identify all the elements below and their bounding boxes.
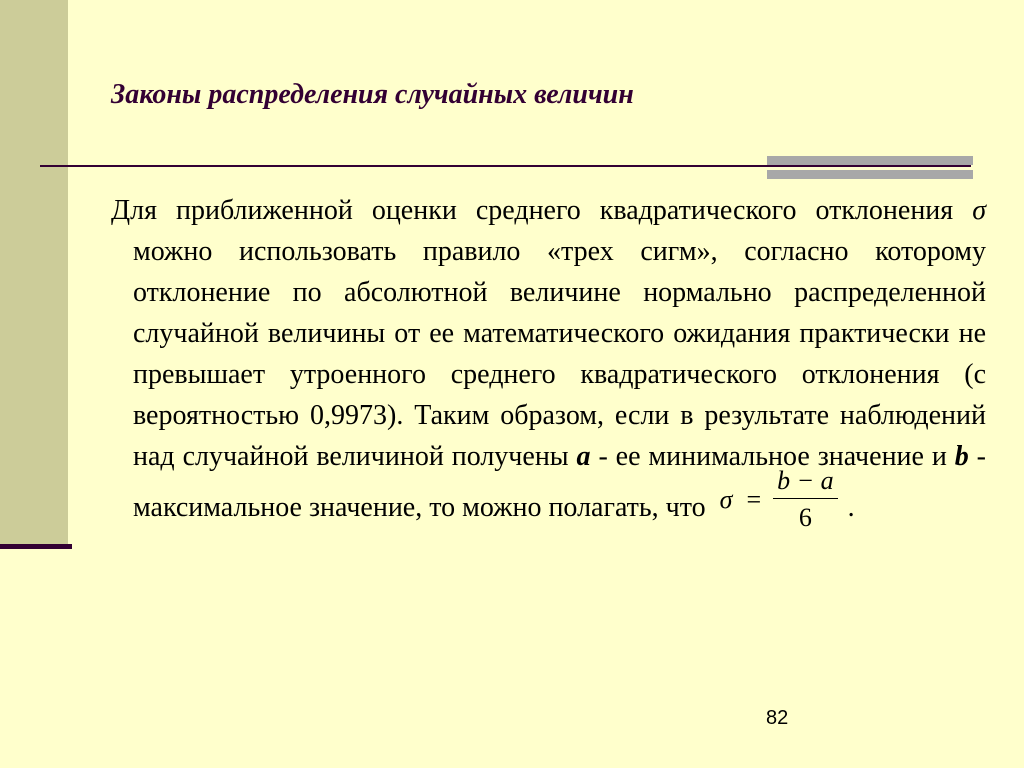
body-paragraph (111, 190, 986, 542)
formula-equals: = (746, 485, 762, 514)
body-text-part1: Для приближенной оценки среднего квадратического отклонения (111, 195, 973, 226)
accent-stripe-top (767, 156, 973, 165)
sigma-symbol: σ (972, 195, 986, 226)
sidebar-rule (0, 544, 72, 549)
page-number: 82 (766, 707, 789, 729)
slide-title: Законы распределения случайных величин (111, 79, 634, 110)
body-text-part2: можно использовать правило «трех сигм», согласно которому отклонение по абсолютной величине нормально распределенной случайной величины от ее математического ожидания практически не превышает утроенного среднего квадратического отклонения (с вероятностью 0,9973). Таким образом, если в результате наблюдений над случайной величиной получены (133, 236, 986, 472)
accent-bar (767, 156, 973, 180)
body-text-part3: - ее минимальное значение и (590, 441, 955, 472)
left-sidebar (0, 0, 68, 549)
fraction-numerator: b − a (773, 467, 838, 499)
fraction-denominator: 6 (798, 503, 812, 532)
formula-lhs: σ (719, 485, 733, 514)
variable-b: b (954, 441, 969, 472)
variable-a: a (576, 441, 591, 472)
body-text-end: . (847, 491, 855, 523)
formula-fraction (773, 467, 838, 532)
accent-stripe-bottom (767, 170, 973, 179)
body-text-part4: - максимальное значение, то можно полагать, что (133, 441, 986, 523)
sigma-formula (720, 467, 838, 532)
